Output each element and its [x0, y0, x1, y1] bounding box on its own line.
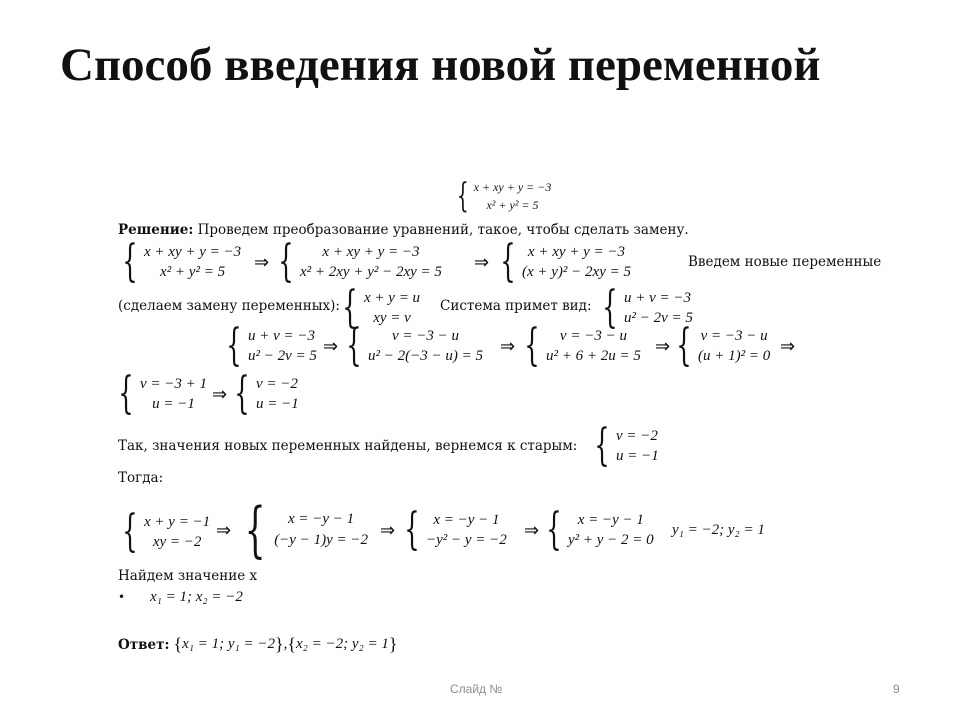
equation-line: v = −3 − u: [700, 328, 768, 344]
answer-label: Ответ:: [118, 636, 170, 653]
equation-line: xy = −2: [152, 534, 202, 550]
equation-line: u² − 2v = 5: [248, 348, 317, 364]
row1-system-2: [272, 236, 442, 287]
equation-line: x = −y − 1: [287, 511, 355, 527]
find-x-text: [118, 568, 257, 584]
row4-system-1: [112, 368, 208, 419]
x-roots: x₁ = 1; x₂ = −2: [150, 589, 243, 605]
implies-arrow: ⇒: [500, 336, 516, 357]
answer-bracket-open: {: [287, 634, 296, 654]
equation-line: x + xy + y = −3: [144, 244, 242, 260]
equation-line: x = −y − 1: [433, 512, 500, 528]
equation-line: u² − 2v = 5: [624, 310, 693, 326]
system-brace: {: [594, 420, 610, 471]
y-roots: y₁ = −2; y₂ = 1: [672, 522, 765, 538]
equation-line: u = −1: [256, 396, 299, 412]
row1-system-1: [116, 236, 242, 287]
implies-arrow: ⇒: [524, 520, 540, 541]
solution-label: Решение:: [118, 222, 194, 238]
equation-line: x² + y² = 5: [160, 264, 226, 280]
system-brace: {: [122, 236, 138, 287]
equation-line: v = −3 + 1: [140, 376, 208, 392]
bullet: •: [118, 590, 126, 604]
find-x-label: Найдем значение x: [118, 568, 258, 584]
implies-arrow: ⇒: [380, 520, 396, 541]
system-brace: {: [524, 320, 540, 371]
equation-line: x² + 2xy + y² − 2xy = 5: [300, 264, 442, 280]
row3-system-1: [220, 320, 317, 371]
then-label: Тогда:: [118, 470, 164, 486]
equation-line: (x + y)² − 2xy = 5: [522, 264, 631, 280]
system-brace: {: [244, 495, 266, 565]
equation-line: x + xy + y = −3: [322, 244, 420, 260]
system-brace: {: [118, 368, 134, 419]
equation-line: x + xy + y = −3: [527, 244, 626, 260]
system-brace: {: [500, 236, 516, 287]
system-brace: {: [404, 504, 420, 555]
implies-arrow: ⇒: [474, 252, 490, 273]
equation-line: u = −1: [616, 448, 659, 464]
row3-system-2: [340, 320, 483, 371]
system-brace: {: [122, 506, 138, 557]
equation-line: −y² − y = −2: [426, 532, 507, 548]
system-brace: {: [234, 368, 250, 419]
equation-line: x + y = u: [364, 290, 421, 306]
substitution-text: (сделаем замену переменных):: [118, 298, 340, 314]
row3-system-3: [518, 320, 641, 371]
page-number: 9: [893, 682, 900, 696]
equation-line: x² + y² = 5: [486, 198, 539, 212]
system-form-text: Система примет вид:: [440, 298, 592, 314]
system-brace: {: [226, 320, 242, 371]
answer-pair-1: x₁ = 1; y₁ = −2: [182, 636, 275, 652]
system-brace: {: [676, 320, 692, 371]
equation-line: (u + 1)² = 0: [698, 348, 771, 364]
equation-line: v = −3 − u: [391, 328, 459, 344]
row5-system: [588, 420, 659, 471]
system-brace: {: [346, 320, 362, 371]
equation-line: x = −y − 1: [577, 512, 644, 528]
answer-pair-2: x₂ = −2; y₂ = 1: [295, 636, 389, 652]
solution-text: Проведем преобразование уравнений, такое, чтобы сделать замену.: [197, 222, 689, 238]
equation-line: (−y − 1)y = −2: [274, 532, 368, 548]
implies-arrow: ⇒: [655, 336, 671, 357]
equation-line: u + v = −3: [248, 328, 316, 344]
implies-arrow: ⇒: [780, 336, 796, 357]
equation-line: x + y = −1: [144, 514, 211, 530]
row6-system-3: [398, 504, 507, 555]
equation-line: u + v = −3: [624, 290, 692, 306]
implies-arrow: ⇒: [323, 336, 339, 357]
solution-line: [118, 222, 689, 238]
slide-footer-label: Слайд №: [450, 682, 503, 696]
system-brace: {: [342, 282, 358, 333]
row6-system-1: [116, 506, 211, 557]
return-text: Так, значения новых переменных найдены, вернемся к старым:: [118, 438, 578, 454]
answer-bracket-close: }: [388, 634, 398, 654]
equation-line: v = −3 − u: [559, 328, 627, 344]
given-system: [452, 178, 551, 214]
answer-bracket-open: {: [173, 634, 183, 654]
answer-bracket-close: }: [274, 634, 284, 654]
equation-line: u² + 6 + 2u = 5: [546, 348, 641, 364]
system-brace: {: [546, 504, 562, 555]
slide-title: Способ введения новой переменной: [60, 39, 821, 91]
equation-line: u = −1: [152, 396, 195, 412]
equation-line: v = −2: [616, 428, 658, 444]
row6-system-4: [540, 504, 654, 555]
implies-arrow: ⇒: [212, 384, 228, 405]
system-brace: {: [456, 176, 469, 216]
system-brace: {: [602, 282, 618, 333]
row4-system-2: [228, 368, 299, 419]
equation-line: v = −2: [256, 376, 298, 392]
row3-system-4: [670, 320, 771, 371]
equation-line: y² + y − 2 = 0: [568, 532, 654, 548]
answer-line: [118, 634, 397, 655]
system-brace: {: [278, 236, 294, 287]
equation-line: x + xy + y = −3: [473, 180, 552, 194]
row6-system-2: [236, 495, 368, 565]
implies-arrow: ⇒: [216, 520, 232, 541]
answer-separator: ,: [283, 636, 288, 652]
implies-arrow: ⇒: [254, 252, 270, 273]
row1-system-3: [494, 236, 631, 287]
new-variables-note: Введем новые переменные: [688, 254, 882, 270]
equation-line: xy = v: [373, 310, 411, 326]
equation-line: u² − 2(−3 − u) = 5: [368, 348, 483, 364]
